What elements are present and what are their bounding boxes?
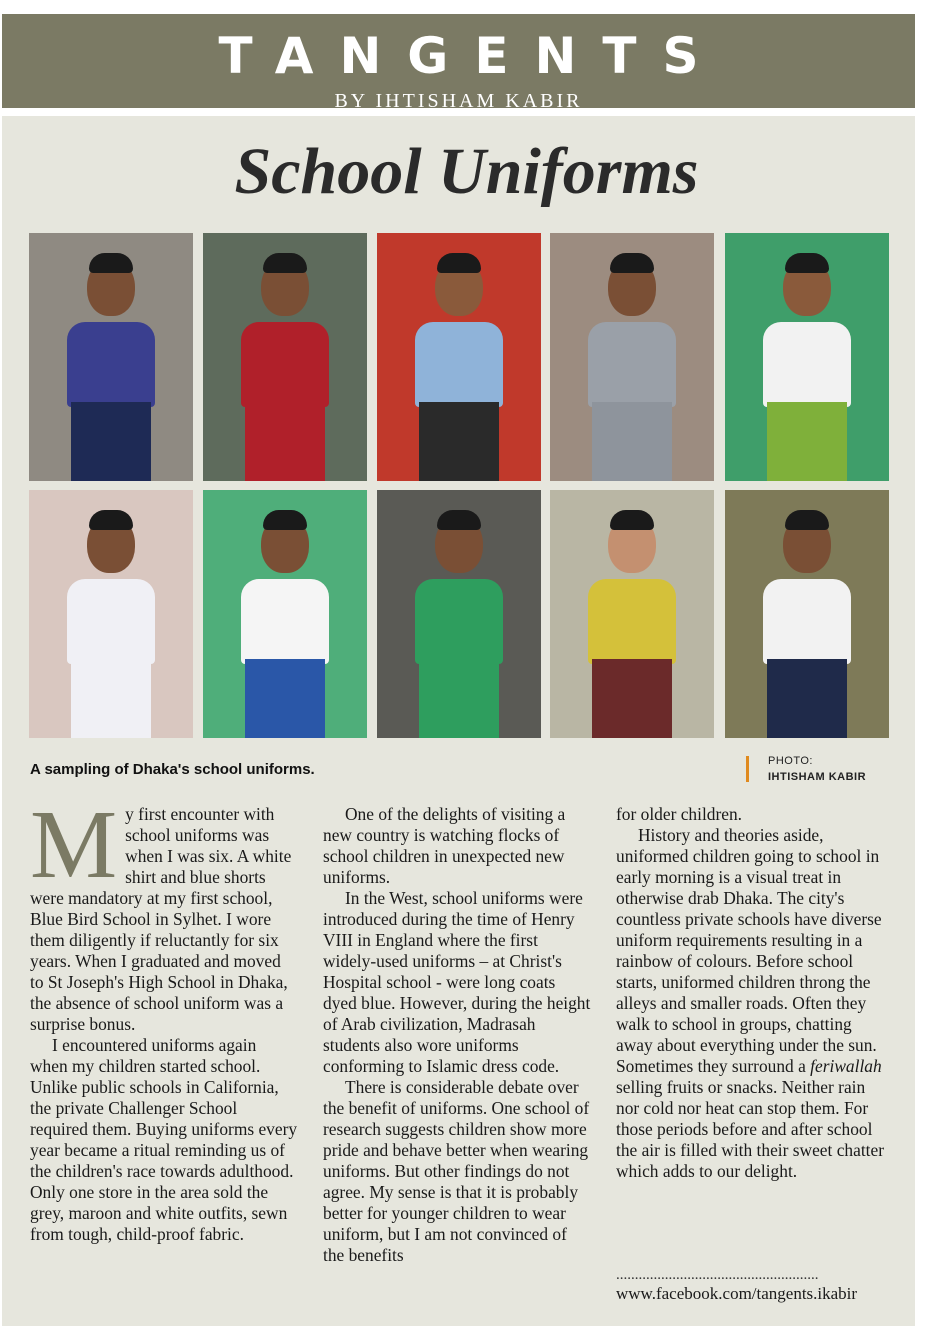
uniform-photo bbox=[29, 233, 193, 481]
child-figure bbox=[203, 233, 367, 481]
paragraph-text: selling fruits or snacks. Neither rain nor cold nor heat can stop them. For those periods before and after school the air is filled with their sweet chatter which adds to our delight. bbox=[616, 1077, 885, 1181]
article-title: School Uniforms bbox=[234, 135, 699, 208]
child-figure bbox=[550, 233, 714, 481]
uniform-photo bbox=[550, 490, 714, 738]
paragraph: One of the delights of visiting a new country is watching flocks of school children in unexpected new uniforms. bbox=[323, 804, 566, 887]
paragraph-text: History and theories aside, uniformed children going to school in early morning is a visual treat in otherwise drab Dhaka. The city's countless private schools have diverse uniform requirements resulting in a rainbow of colours. Before school starts, uniformed children throng the alleys and smaller roads. Often they walk to school in groups, chatting away about everything under the sun. Sometimes they surround a bbox=[616, 825, 882, 1076]
uniform-photo bbox=[377, 490, 541, 738]
article-column-3 bbox=[616, 804, 892, 1182]
credit-accent-bar bbox=[746, 756, 749, 782]
dotted-separator: ...................................................... bbox=[616, 1267, 819, 1283]
paragraph bbox=[30, 791, 298, 1035]
paragraph: There is considerable debate over the benefit of uniforms. One school of research suggests children show more pride and behave better when wearing uniforms. But other findings do not agree. My sense is that it is probably better for younger children to wear uniform, but I am not convinced of the benefits bbox=[323, 1077, 590, 1265]
byline: BY IHTISHAM KABIR bbox=[334, 90, 583, 112]
article-column-2 bbox=[323, 804, 591, 1266]
child-figure bbox=[29, 233, 193, 481]
paragraph: for older children. bbox=[616, 804, 743, 824]
uniform-photo bbox=[725, 233, 889, 481]
uniform-photo bbox=[377, 233, 541, 481]
facebook-link[interactable]: www.facebook.com/tangents.ikabir bbox=[616, 1284, 858, 1303]
child-figure bbox=[725, 233, 889, 481]
uniform-photo bbox=[29, 490, 193, 738]
italic-term: feriwallah bbox=[810, 1056, 882, 1076]
child-figure bbox=[29, 490, 193, 738]
masthead bbox=[2, 14, 915, 112]
paragraph: I encountered uniforms again when my children started school. Unlike public schools in California, the private Challenger School required them. Buying uniforms every year became a ritual reminding us of the children's race towards adulthood. Only one store in the area sold the grey, maroon and white outfits, sewn from tough, child-proof fabric. bbox=[30, 1035, 298, 1244]
uniform-photo bbox=[550, 233, 714, 481]
child-figure bbox=[725, 490, 889, 738]
photo-caption: A sampling of Dhaka's school uniforms. bbox=[30, 761, 315, 778]
child-figure bbox=[550, 490, 714, 738]
photo-credit-name: IHTISHAM KABIR bbox=[768, 771, 867, 783]
uniform-photo bbox=[203, 233, 367, 481]
child-figure bbox=[203, 490, 367, 738]
paragraph-text: y first encounter with school uniforms was when I was six. A white shirt and blue shorts were mandatory at my first school, Blue Bird School in Sylhet. I wore them diligently if reluctantly for six years. When I graduated and moved to St Joseph's High School in Dhaka, the absence of school uniform was a surprise bonus. bbox=[30, 804, 292, 1034]
article-column-1 bbox=[30, 791, 298, 1245]
paragraph: In the West, school uniforms were introduced during the time of Henry VIII in England where the first widely-used uniforms – at Christ's Hospital school - were long coats dyed blue. However, during the height of Arab civilization, Madrasah students also wore uniforms conforming to Islamic dress code. bbox=[323, 888, 591, 1076]
paragraph bbox=[616, 825, 892, 1182]
uniform-photo bbox=[203, 490, 367, 738]
child-figure bbox=[377, 490, 541, 738]
column-brand: TANGENTS bbox=[218, 27, 725, 85]
drop-cap: M bbox=[30, 791, 118, 899]
photo-credit-label: PHOTO: bbox=[768, 755, 813, 767]
uniform-photo bbox=[725, 490, 889, 738]
child-figure bbox=[377, 233, 541, 481]
